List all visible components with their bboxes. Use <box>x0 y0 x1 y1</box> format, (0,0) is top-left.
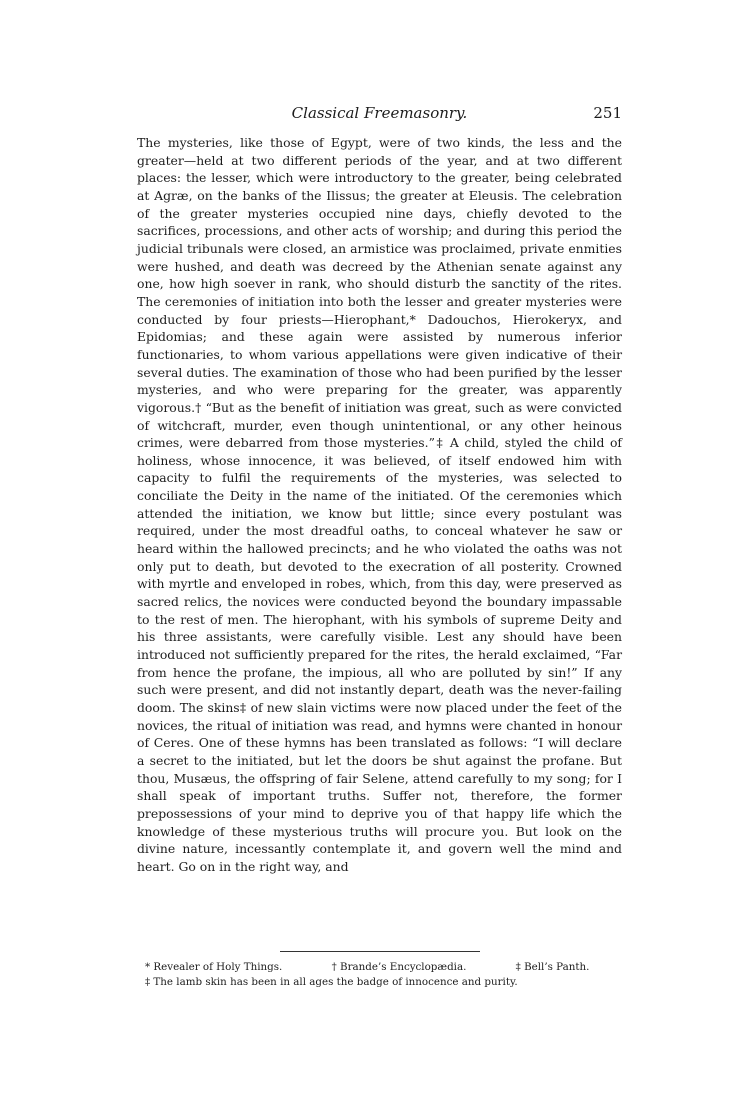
footnote-divider <box>280 951 480 952</box>
footnote-row <box>145 960 615 975</box>
footnote-row <box>145 975 615 990</box>
running-title: Classical Freemasonry. <box>291 104 468 122</box>
page-number: 251 <box>593 104 622 122</box>
footnotes <box>145 960 615 990</box>
footnote-2: † Brande’s Encyclopædia. <box>331 961 467 973</box>
footnote-3: ‡ Bell’s Panth. <box>515 961 590 973</box>
body-paragraph: The mysteries, like those of Egypt, were of two kinds, the less and the greater—held at two different periods of the year, and at two different places: the lesser, which were introductory to the greater, being celebrated at Agræ, on the banks of the Ilissus; the greater at Eleusis. The celebration of the greater mysteries occupied nine days, chiefly devoted to the sacrifices, processions, and other acts of worship; and during this period the judicial tribunals were closed, an armistice was proclaimed, private enmities were hushed, and death was decreed by the Athenian senate against any one, how high soever in rank, who should disturb the sanctity of the rites. The ceremonies of initiation into both the lesser and greater mysteries were conducted by four priests—Hierophant,* Dadouchos, Hierokeryx, and Epidomias; and these again were assisted by numerous inferior functionaries, to whom various appellations were given indicative of their several duties. The examination of those who had been purified by the lesser mysteries, and who were preparing for the greater, was apparently vigorous.† “But as the benefit of initiation was great, such as were convicted of witchcraft, murder, even though unintentional, or any other heinous crimes, were debarred from those mysteries.”‡ A child, styled the child of holiness, whose innocence, it was believed, of itself endowed him with capacity to fulfil the requirements of the mysteries, was selected to conciliate the Deity in the name of the initiated. Of the ceremonies which attended the initiation, we know but little; since every postulant was required, under the most dreadful oaths, to conceal whatever he saw or heard within the hallowed precincts; and he who violated the oaths was not only put to death, but devoted to the execration of all posterity. Crowned with myrtle and enveloped in robes, which, from this day, were preserved as sacred relics, the novices were conducted beyond the boundary impassable to the rest of men. The hierophant, with his symbols of supreme Deity and his three assistants, were carefully visible. Lest any should have been introduced not sufficiently prepared for the rites, the herald exclaimed, “Far from hence the profane, the impious, all who are polluted by sin!” If any such were present, and did not instantly depart, death was the never-failing doom. The skins‡ of new slain victims were now placed under the feet of the novices, the ritual of initiation was read, and hymns were chanted in honour of Ceres. One of these hymns has been translated as follows: “I will declare a secret to the initiated, but let the doors be shut against the profane. But thou, Musæus, the offspring of fair Selene, attend carefully to my song; for I shall speak of important truths. Suffer not, therefore, the former prepossessions of your mind to deprive you of that happy life which the knowledge of these mysterious truths will procure you. But look on the divine nature, incessantly contemplate it, and govern well the mind and heart. Go on in the right way, and <box>137 135 622 874</box>
body-text <box>137 134 622 876</box>
footnote-1: * Revealer of Holy Things. <box>145 961 283 973</box>
footnote-4: ‡ The lamb skin has been in all ages the badge of innocence and purity. <box>145 976 518 988</box>
page-header <box>137 104 622 126</box>
